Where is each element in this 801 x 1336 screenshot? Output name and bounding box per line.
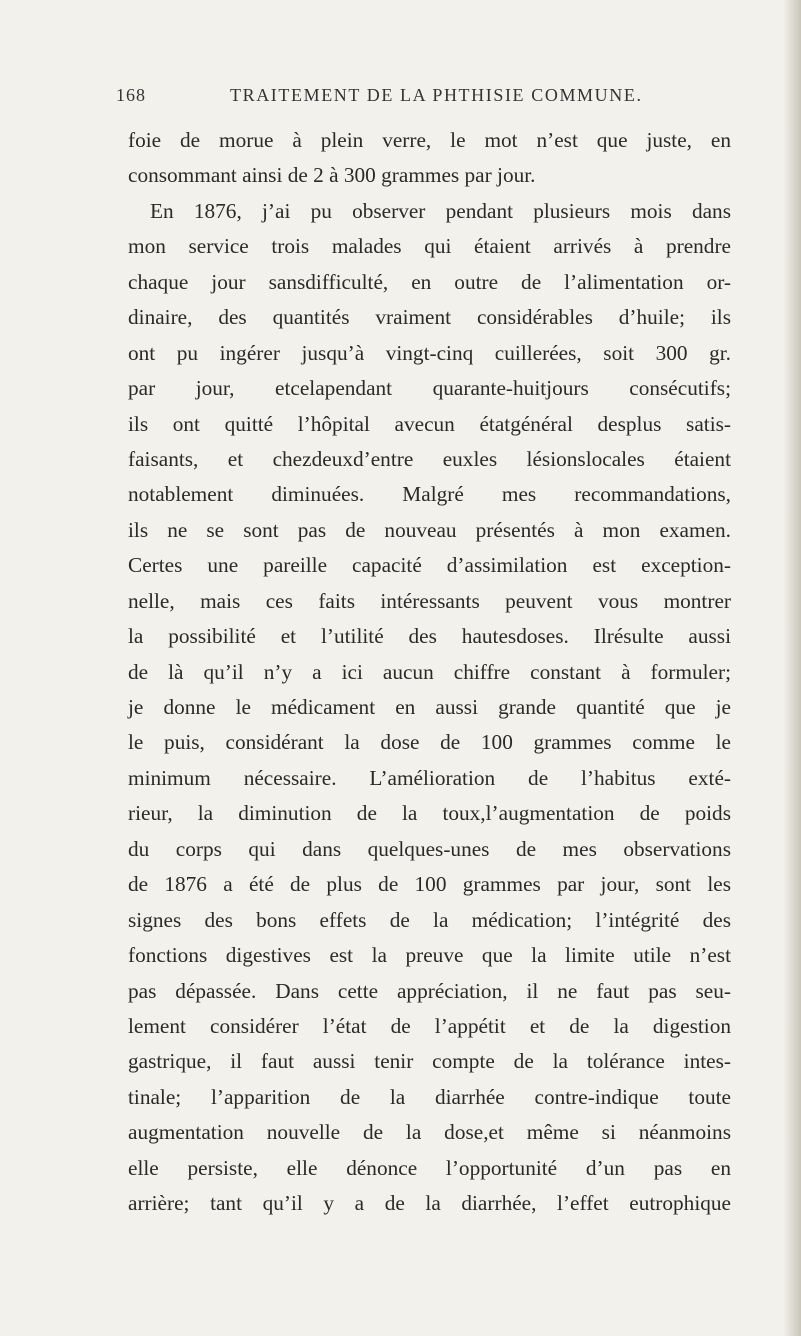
text-line: par jour, etcelapendant quarante-huitjours consécutifs; bbox=[128, 376, 731, 401]
text-line: augmentation nouvelle de la dose,et même si néanmoins bbox=[128, 1120, 731, 1145]
text-line: de là qu’il n’y a ici aucun chiffre constant à formuler; bbox=[128, 659, 731, 684]
text-line: notablement diminuées. Malgré mes recommandations, bbox=[128, 482, 731, 507]
text-line: lement considérer l’état de l’appétit et de la digestion bbox=[128, 1013, 731, 1038]
text-line: ont pu ingérer jusqu’à vingt-cinq cuillerées, soit 300 gr. bbox=[128, 340, 731, 365]
page-number: 168 bbox=[116, 85, 146, 105]
text-line: fonctions digestives est la preuve que la limite utile n’est bbox=[128, 943, 731, 968]
text-line: Certes une pareille capacité d’assimilation est exception- bbox=[128, 553, 731, 578]
text-line: le puis, considérant la dose de 100 grammes comme le bbox=[128, 730, 731, 755]
text-line: arrière; tant qu’il y a de la diarrhée, l’effet eutrophique bbox=[128, 1191, 731, 1216]
running-title: TRAITEMENT DE LA PHTHISIE COMMUNE. bbox=[230, 85, 643, 105]
text-line: pas dépassée. Dans cette appréciation, il ne faut pas seu- bbox=[128, 978, 731, 1003]
text-line: nelle, mais ces faits intéressants peuvent vous montrer bbox=[128, 588, 731, 613]
text-line: gastrique, il faut aussi tenir compte de la tolérance intes- bbox=[128, 1049, 731, 1074]
text-line: ils ne se sont pas de nouveau présentés à mon examen. bbox=[128, 517, 731, 542]
text-line: elle persiste, elle dénonce l’opportunité d’un pas en bbox=[128, 1155, 731, 1180]
text-line: de 1876 a été de plus de 100 grammes par jour, sont les bbox=[128, 872, 731, 897]
text-line: mon service trois malades qui étaient arrivés à prendre bbox=[128, 234, 731, 259]
body-text bbox=[128, 123, 731, 1222]
text-line: rieur, la diminution de la toux,l’augmentation de poids bbox=[128, 801, 731, 826]
text-line: En 1876, j’ai pu observer pendant plusieurs mois dans bbox=[150, 198, 731, 223]
page-edge-shadow bbox=[783, 0, 801, 1336]
text-line: chaque jour sansdifficulté, en outre de l’alimentation or- bbox=[128, 269, 731, 294]
text-line: ils ont quitté l’hôpital avecun étatgénéral desplus satis- bbox=[128, 411, 731, 436]
text-line: foie de morue à plein verre, le mot n’est que juste, en bbox=[128, 128, 731, 152]
text-line: consommant ainsi de 2 à 300 grammes par jour. bbox=[128, 163, 536, 188]
text-line: signes des bons effets de la médication; l’intégrité des bbox=[128, 907, 731, 932]
text-line: tinale; l’apparition de la diarrhée contre-indique toute bbox=[128, 1084, 731, 1109]
text-line: la possibilité et l’utilité des hautesdoses. Ilrésulte aussi bbox=[128, 624, 731, 649]
text-line: du corps qui dans quelques-unes de mes observations bbox=[128, 836, 731, 861]
text-line: je donne le médicament en aussi grande quantité que je bbox=[128, 695, 731, 719]
text-line: minimum nécessaire. L’amélioration de l’habitus exté- bbox=[128, 765, 731, 790]
text-line: dinaire, des quantités vraiment considérables d’huile; ils bbox=[128, 305, 731, 330]
text-line: faisants, et chezdeuxd’entre euxles lésionslocales étaient bbox=[128, 446, 731, 471]
